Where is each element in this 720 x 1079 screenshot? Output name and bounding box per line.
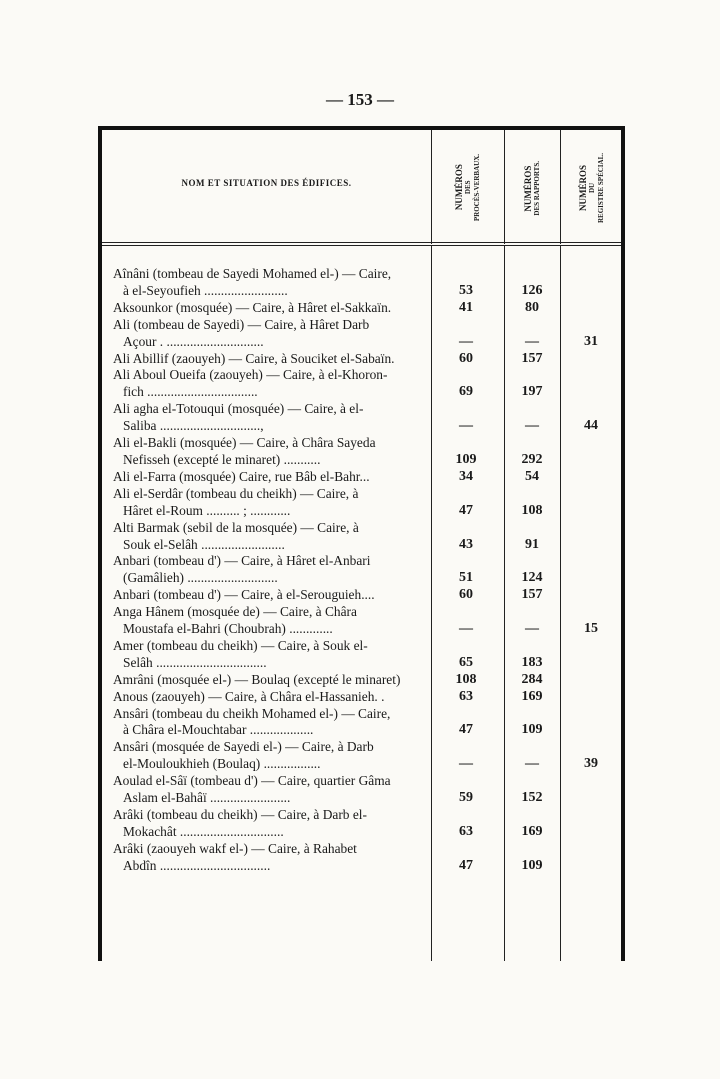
proces-verbal-number: 47 [459, 722, 473, 738]
header-separator [102, 242, 621, 243]
proces-verbal-number: — [459, 333, 473, 349]
entry-text [113, 672, 431, 689]
entry-line: Aslam el-Bahâï ........................ [123, 790, 291, 806]
entry-line: Amrâni (mosquée el-) — Boulaq (excepté le minaret) [113, 671, 401, 687]
entry-line: Anbari (tombeau d') — Caire, à el-Serouguieh.... [113, 587, 375, 603]
entry-line: à Châra el-Mouchtabar ................... [123, 722, 314, 738]
header-name-situation: NOM ET SITUATION DES ÉDIFICES. [181, 178, 352, 188]
rapport-number: — [525, 756, 539, 772]
entry-line: Ali el-Bakli (mosquée) — Caire, à Châra Sayeda [113, 435, 376, 451]
table-row [113, 706, 623, 740]
entry-line: Amer (tombeau du cheikh) — Caire, à Souk el- [113, 637, 368, 653]
registre-number: 44 [584, 418, 598, 434]
entry-line: Arâki (tombeau du cheikh) — Caire, à Darb el- [113, 807, 367, 822]
header-line: REGISTRE SPÉCIAL. [597, 152, 605, 224]
proces-verbal-number: 60 [459, 350, 473, 366]
entry-text [113, 520, 431, 554]
registre-number: 39 [584, 756, 598, 772]
entry-line: Ali Aboul Oueifa (zaouyeh) — Caire, à el-Khoron- [113, 367, 388, 383]
rapport-number: 80 [525, 299, 539, 315]
entry-line: Anbari (tombeau d') — Caire, à Hâret el-Anbari [113, 553, 371, 569]
table-row [113, 435, 623, 469]
entry-line: Abdîn ................................. [123, 857, 271, 873]
entry-text [113, 638, 431, 672]
proces-verbal-number: 109 [455, 451, 477, 467]
proces-verbal-number: 47 [459, 857, 473, 873]
proces-verbal-number: 59 [459, 790, 473, 806]
entry-text [113, 807, 431, 841]
rapport-number: 91 [525, 536, 539, 552]
table-row [113, 739, 623, 773]
proces-verbal-number: 69 [459, 384, 473, 400]
entry-line: Souk el-Selâh ......................... [123, 536, 285, 552]
header-line: NUMÉROS [453, 165, 464, 212]
table-row [113, 638, 623, 672]
rapport-number: 157 [521, 350, 543, 366]
page-number: — 153 — [326, 90, 394, 109]
rapport-number: 108 [521, 502, 543, 518]
rapport-number: 169 [521, 688, 543, 704]
rapport-number: — [525, 621, 539, 637]
header-rapports [506, 138, 559, 238]
header-line: DES [463, 181, 472, 195]
proces-verbal-number: 43 [459, 536, 473, 552]
rapport-number: 197 [521, 384, 543, 400]
header-line: NUMÉROS [578, 165, 588, 212]
entry-line: Anous (zaouyeh) — Caire, à Châra el-Hassanieh. . [113, 688, 385, 704]
table-row [113, 587, 623, 604]
entry-text [113, 689, 431, 706]
proces-verbal-number: 41 [459, 299, 473, 315]
table-row [113, 266, 623, 300]
table-row [113, 807, 623, 841]
registre-number: 31 [584, 333, 598, 349]
rapport-number: 284 [521, 671, 543, 687]
entry-line: Ali el-Serdâr (tombeau du cheikh) — Caire, à [113, 485, 359, 501]
table-row [113, 469, 623, 486]
entry-line: Ali (tombeau de Sayedi) — Caire, à Hâret Darb [113, 316, 370, 332]
proces-verbal-number: — [459, 621, 473, 637]
rapport-number: 152 [521, 790, 543, 806]
entry-line: à el-Seyoufieh ......................... [123, 282, 288, 298]
entry-line: Selâh ................................. [123, 654, 267, 670]
entry-line: Alti Barmak (sebil de la mosquée) — Caire, à [113, 519, 359, 535]
entry-line: Aksounkor (mosquée) — Caire, à Hâret el-Sakkaïn. [113, 299, 392, 315]
header-registre-special [562, 138, 623, 238]
rapport-number: 292 [521, 451, 543, 467]
entry-text [113, 469, 431, 486]
entry-line: Anga Hânem (mosquée de) — Caire, à Châra [113, 604, 357, 620]
entry-text [113, 773, 431, 807]
entry-text [113, 739, 431, 773]
table-row [113, 841, 623, 875]
entry-line: Ali el-Farra (mosquée) Caire, rue Bâb el-Bahr... [113, 468, 370, 484]
table-row [113, 300, 623, 317]
rapport-number: 157 [521, 587, 543, 603]
table-row [113, 604, 623, 638]
entry-line: Moustafa el-Bahri (Choubrah) ............. [123, 621, 333, 637]
rapport-number: — [525, 418, 539, 434]
entry-line: Ansâri (tombeau du cheikh Mohamed el-) — Caire, [113, 705, 391, 721]
table-row [113, 486, 623, 520]
entry-text [113, 486, 431, 520]
header-line: NUMÉROS [522, 164, 533, 211]
proces-verbal-number: — [459, 418, 473, 434]
rapport-number: — [525, 333, 539, 349]
rapport-number: 124 [521, 570, 543, 586]
entry-text [113, 401, 431, 435]
entry-line: Aoulad el-Sâï (tombeau d') — Caire, quartier Gâma [113, 773, 391, 789]
entry-text [113, 266, 431, 300]
table-row [113, 773, 623, 807]
entry-text [113, 587, 431, 604]
registre-number: 15 [584, 621, 598, 637]
table-row [113, 689, 623, 706]
table-row [113, 553, 623, 587]
table-row [113, 367, 623, 401]
proces-verbal-number: 47 [459, 502, 473, 518]
proces-verbal-number: 108 [455, 671, 477, 687]
entry-line: (Gamâlieh) ........................... [123, 570, 278, 586]
table-row [113, 351, 623, 368]
proces-verbal-number: 63 [459, 823, 473, 839]
table-row [113, 520, 623, 554]
table-row [113, 672, 623, 689]
entry-text [113, 351, 431, 368]
proces-verbal-number: — [459, 756, 473, 772]
entry-text [113, 367, 431, 401]
entry-line: Ali Abillif (zaouyeh) — Caire, à Souciket el-Sabaïn. [113, 350, 395, 366]
entry-text [113, 841, 431, 875]
header-line: DU [588, 182, 596, 194]
entry-line: Arâki (zaouyeh wakf el-) — Caire, à Rahabet [113, 840, 357, 856]
entry-line: fich ................................. [123, 384, 258, 400]
entry-text [113, 604, 431, 638]
proces-verbal-number: 34 [459, 468, 473, 484]
entry-text [113, 317, 431, 351]
entry-line: Açour . ............................. [123, 333, 264, 349]
entry-text [113, 435, 431, 469]
header-line: DES RAPPORTS. [532, 160, 541, 216]
proces-verbal-number: 60 [459, 587, 473, 603]
entry-line: Saliba .............................., [123, 418, 264, 434]
entry-text [113, 706, 431, 740]
rapport-number: 54 [525, 468, 539, 484]
rapport-number: 169 [521, 823, 543, 839]
entry-line: Nefisseh (excepté le minaret) ........... [123, 451, 321, 467]
rapport-number: 183 [521, 654, 543, 670]
header-proces-verbaux [433, 138, 503, 238]
entry-text [113, 553, 431, 587]
entry-text [113, 300, 431, 317]
entry-line: Aînâni (tombeau de Sayedi Mohamed el-) — Caire, [113, 266, 392, 281]
entry-line: Mokachât ............................... [123, 823, 284, 839]
proces-verbal-number: 65 [459, 654, 473, 670]
entry-line: Hâret el-Roum .......... ; ............ [123, 502, 291, 518]
proces-verbal-number: 63 [459, 688, 473, 704]
table-row [113, 317, 623, 351]
table-header [102, 130, 621, 242]
rapport-number: 109 [521, 722, 543, 738]
proces-verbal-number: 51 [459, 570, 473, 586]
rapport-number: 109 [521, 857, 543, 873]
proces-verbal-number: 53 [459, 282, 473, 298]
header-line: PROCÈS-VERBAUX. [472, 154, 481, 222]
entry-line: Ansâri (mosquée de Sayedi el-) — Caire, à Darb [113, 739, 374, 755]
entry-line: el-Mouloukhieh (Boulaq) ................. [123, 756, 321, 772]
rapport-number: 126 [521, 282, 543, 298]
entry-line: Ali agha el-Totouqui (mosquée) — Caire, à el- [113, 401, 364, 417]
table-row [113, 401, 623, 435]
entries-list [113, 266, 623, 875]
